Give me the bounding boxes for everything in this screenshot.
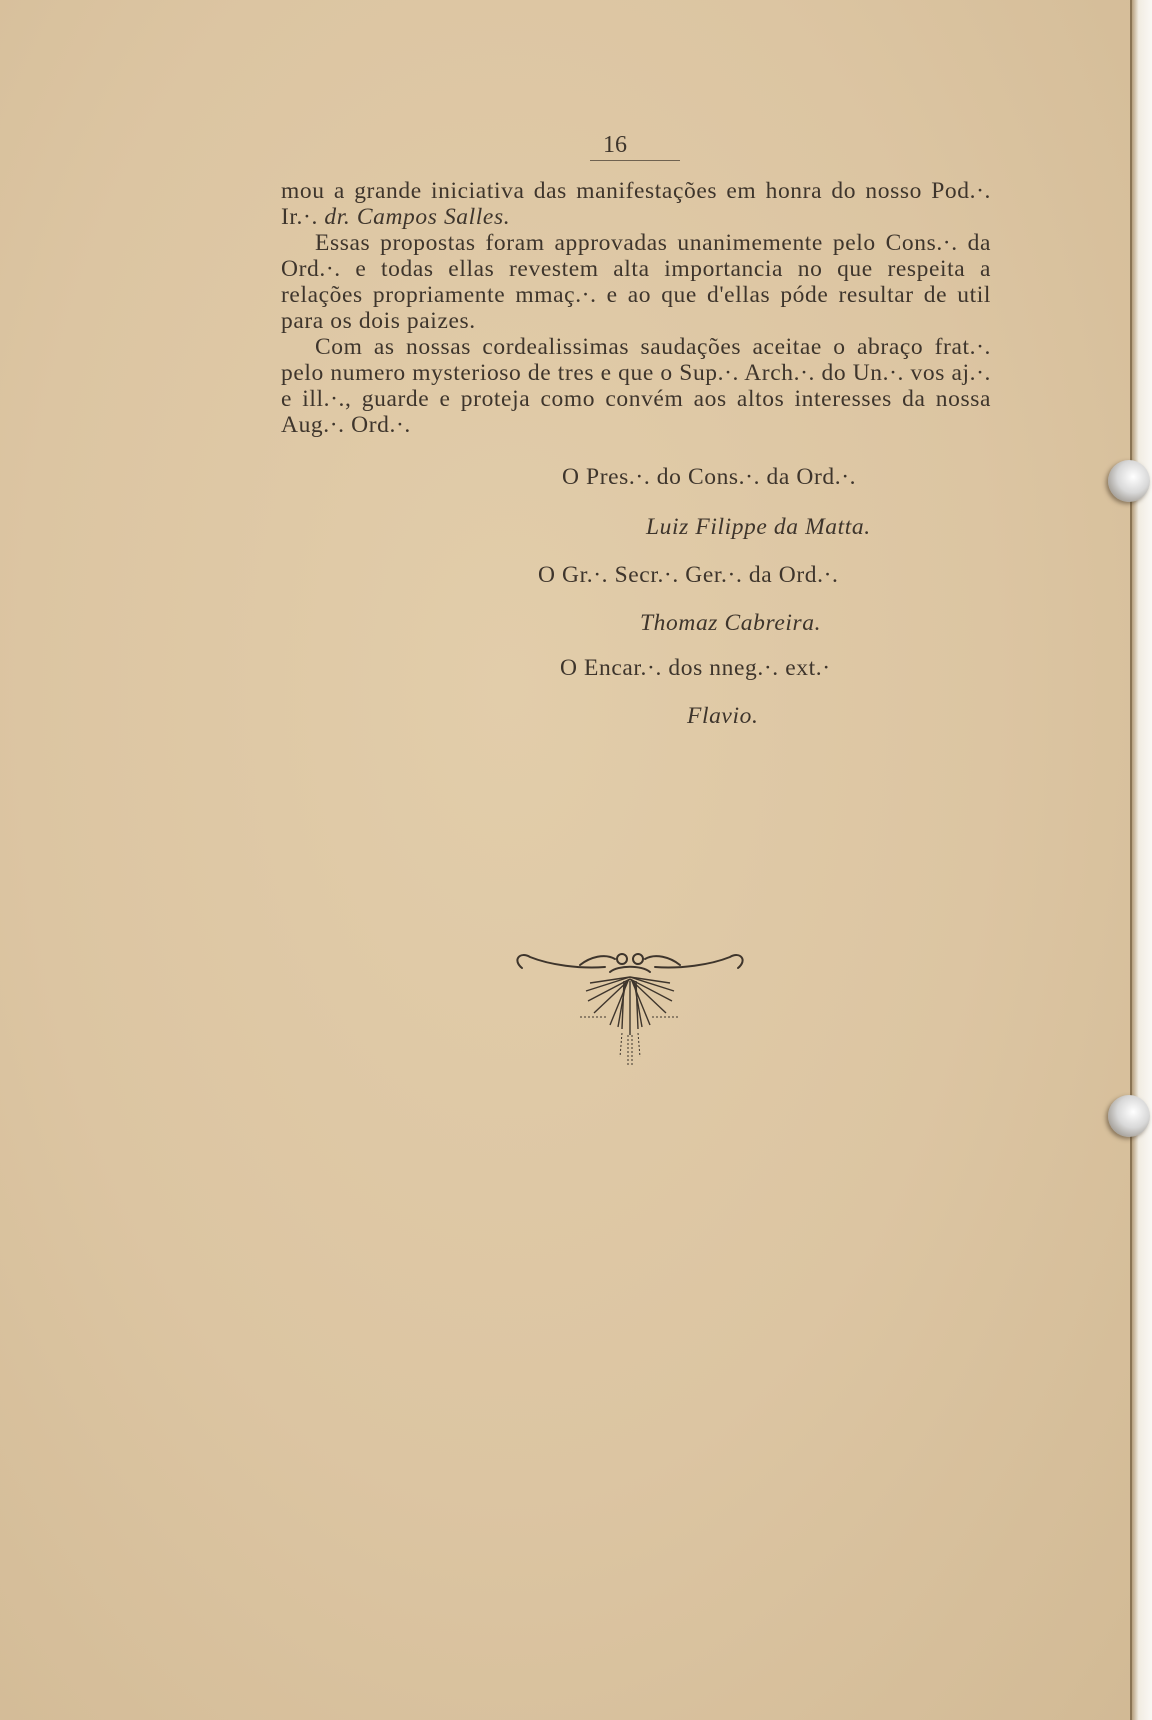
- signature-title-secretary: O Gr.·. Secr.·. Ger.·. da Ord.·.: [538, 562, 839, 588]
- page-edge-strip: [1130, 0, 1152, 1720]
- signature-name-secretary: Thomaz Cabreira.: [640, 610, 822, 636]
- paragraph-1-emphasis: dr. Campos Salles.: [324, 204, 511, 230]
- signature-title-president: O Pres.·. do Cons.·. da Ord.·.: [562, 464, 857, 490]
- binder-hole-bottom: [1108, 1095, 1150, 1137]
- signature-name-encarregado: Flavio.: [687, 703, 759, 729]
- binder-hole-top: [1108, 460, 1150, 502]
- page-number-rule: [590, 160, 680, 161]
- floral-tailpiece-ornament-icon: [510, 945, 750, 1075]
- paragraph-1: [281, 178, 991, 230]
- signature-title-encarregado: O Encar.·. dos nneg.·. ext.·: [560, 655, 831, 681]
- signature-name-president: Luiz Filippe da Matta.: [646, 514, 871, 540]
- paragraph-2: Essas propostas foram approvadas unanimemente pelo Cons.·. da Ord.·. e todas ellas revestem alta importancia no que respeita a relações propriamente mmaç.·. e ao que d'ellas póde resultar de util para os dois paizes.: [281, 230, 991, 334]
- paragraph-3: Com as nossas cordealissimas saudações aceitae o abraço frat.·. pelo numero mysterioso de tres e que o Sup.·. Arch.·. do Un.·. vos aj.·. e ill.·., guarde e proteja como convém aos altos interesses da nossa Aug.·. Ord.·.: [281, 334, 991, 438]
- body-text: [281, 178, 991, 438]
- paragraph-1-text: mou a grande iniciativa das manifestações em honra do nosso Pod.·. Ir.·.: [281, 178, 991, 230]
- page-number: 16: [603, 132, 627, 158]
